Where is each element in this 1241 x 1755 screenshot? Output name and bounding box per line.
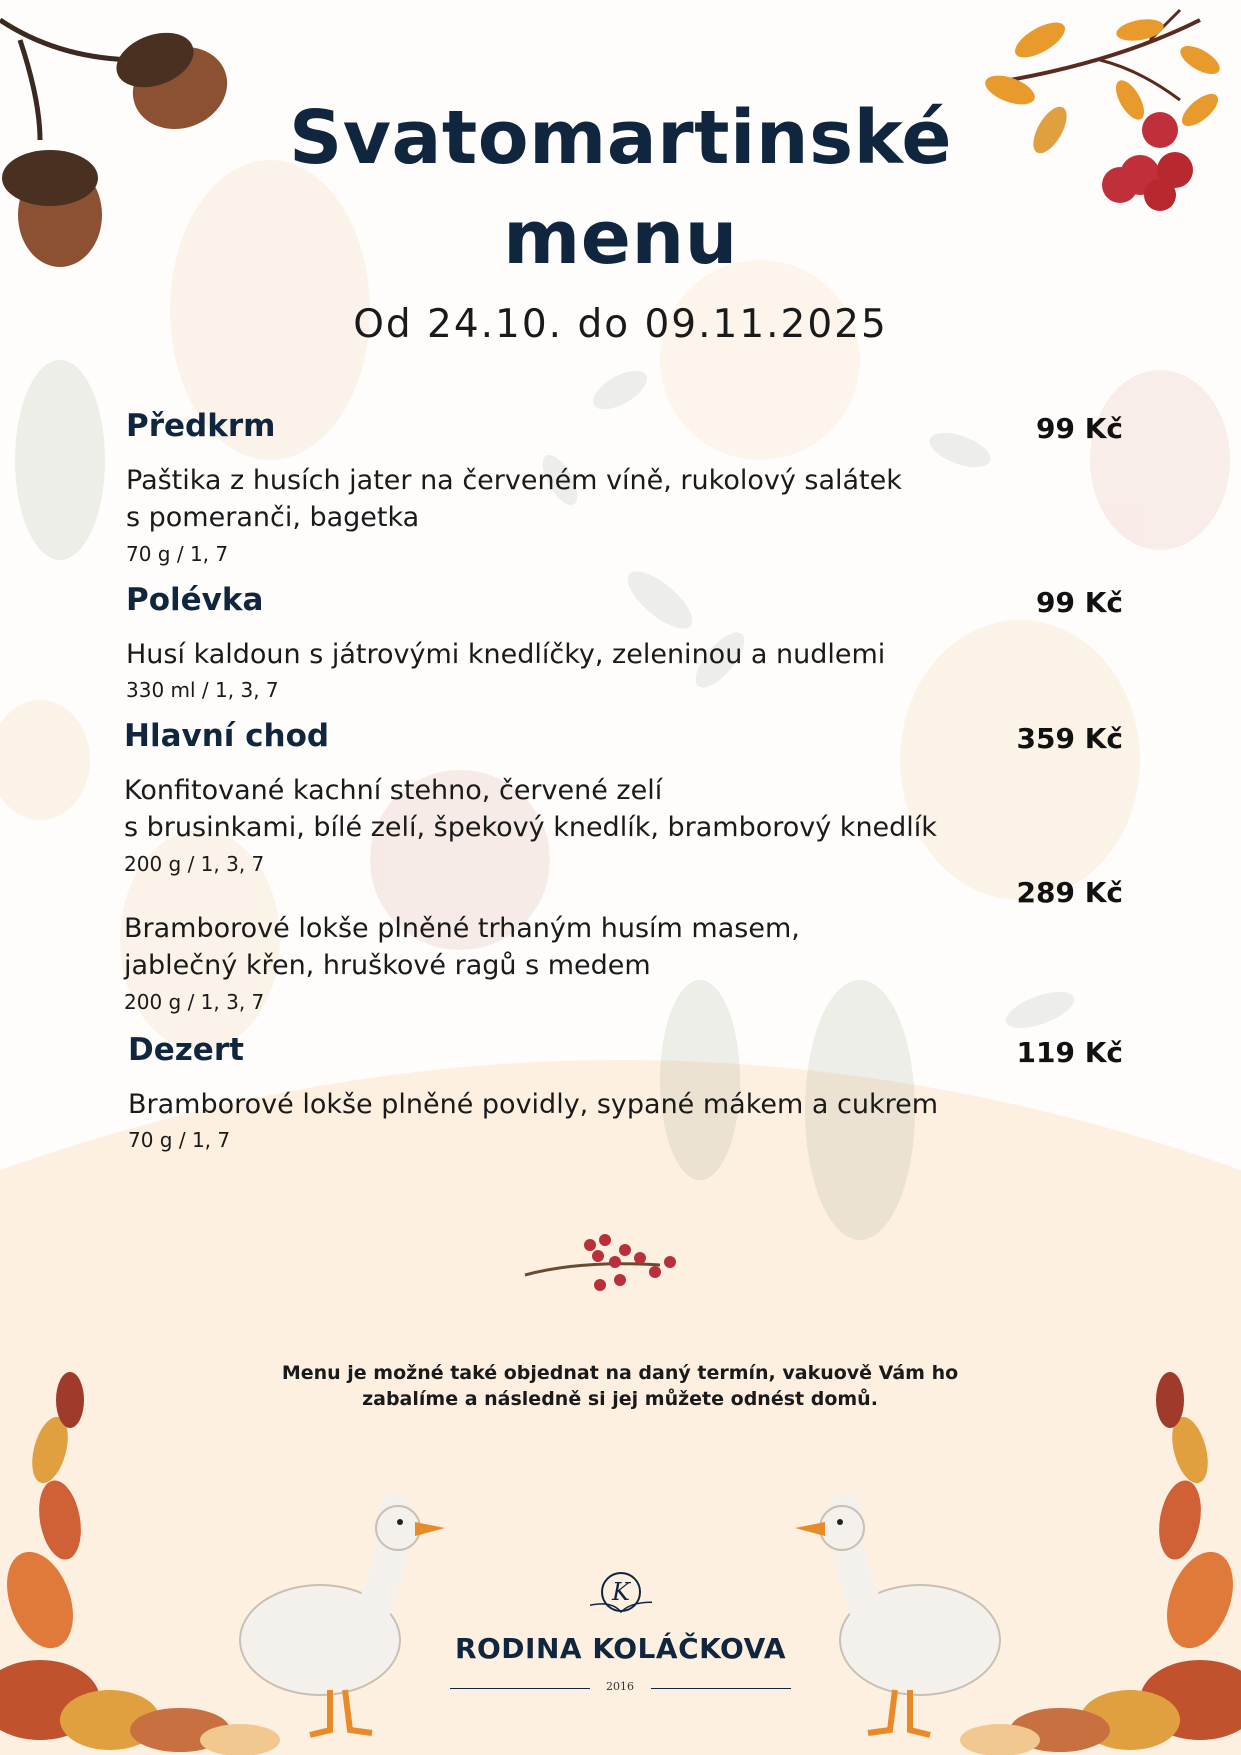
dish-description-dessert xyxy=(128,1086,938,1123)
dish-info-main-course-1: 200 g / 1, 3, 7 xyxy=(124,852,265,876)
section-heading-dessert: Dezert xyxy=(128,1032,244,1068)
section-heading-main-course: Hlavní chod xyxy=(124,718,330,754)
price-soup: 99 Kč xyxy=(1035,586,1123,619)
menu-title-line1: Svatomartinské xyxy=(288,95,953,181)
description-line: Konfitované kachní stehno, červené zelí xyxy=(124,775,663,806)
menu-title-line2: menu xyxy=(503,195,738,281)
price-dessert: 119 Kč xyxy=(1016,1036,1123,1069)
dish-info-main-course-2: 200 g / 1, 3, 7 xyxy=(124,990,265,1014)
dish-description-main-course-1 xyxy=(124,772,937,846)
brand-divider-right xyxy=(651,1688,791,1689)
dish-info-starter: 70 g / 1, 7 xyxy=(126,542,229,566)
description-line: s brusinkami, bílé zelí, špekový knedlík, bramborový knedlík xyxy=(124,812,937,843)
dish-description-starter xyxy=(126,462,902,536)
description-line: Paštika z husích jater na červeném víně, rukolový salátek xyxy=(126,465,902,496)
brand-divider-left xyxy=(450,1688,590,1689)
price-main-course-1: 359 Kč xyxy=(1016,722,1123,755)
section-heading-starter: Předkrm xyxy=(126,408,276,444)
description-line: Bramborové lokše plněné povidly, sypané mákem a cukrem xyxy=(128,1089,939,1120)
dish-description-soup xyxy=(126,636,885,673)
dish-description-main-course-2 xyxy=(124,910,800,984)
brand-year: 2016 xyxy=(606,1680,634,1693)
dish-info-soup: 330 ml / 1, 3, 7 xyxy=(126,678,279,702)
date-range: Od 24.10. do 09.11.2025 xyxy=(353,302,888,347)
section-heading-soup: Polévka xyxy=(126,582,264,618)
price-main-course-2: 289 Kč xyxy=(1016,876,1123,909)
brand-name: RODINA KOLÁČKOVA xyxy=(454,1632,787,1665)
description-line: s pomeranči, bagetka xyxy=(126,502,420,533)
menu-title xyxy=(0,88,1241,288)
description-line: Bramborové lokše plněné trhaným husím masem, xyxy=(124,913,800,944)
brand-monogram-logo xyxy=(590,1568,652,1620)
note-line: Menu je možné také objednat na daný termín, vakuově Vám ho xyxy=(281,1362,959,1384)
takeaway-note xyxy=(260,1360,980,1412)
brand-monogram-letter: K xyxy=(612,1578,630,1606)
description-line: Husí kaldoun s játrovými knedlíčky, zeleninou a nudlemi xyxy=(126,639,886,670)
note-line: zabalíme a následně si jej můžete odnést domů. xyxy=(362,1388,878,1410)
description-line: jablečný křen, hruškové ragů s medem xyxy=(124,950,651,981)
price-starter: 99 Kč xyxy=(1035,412,1123,445)
dish-info-dessert: 70 g / 1, 7 xyxy=(128,1128,231,1152)
